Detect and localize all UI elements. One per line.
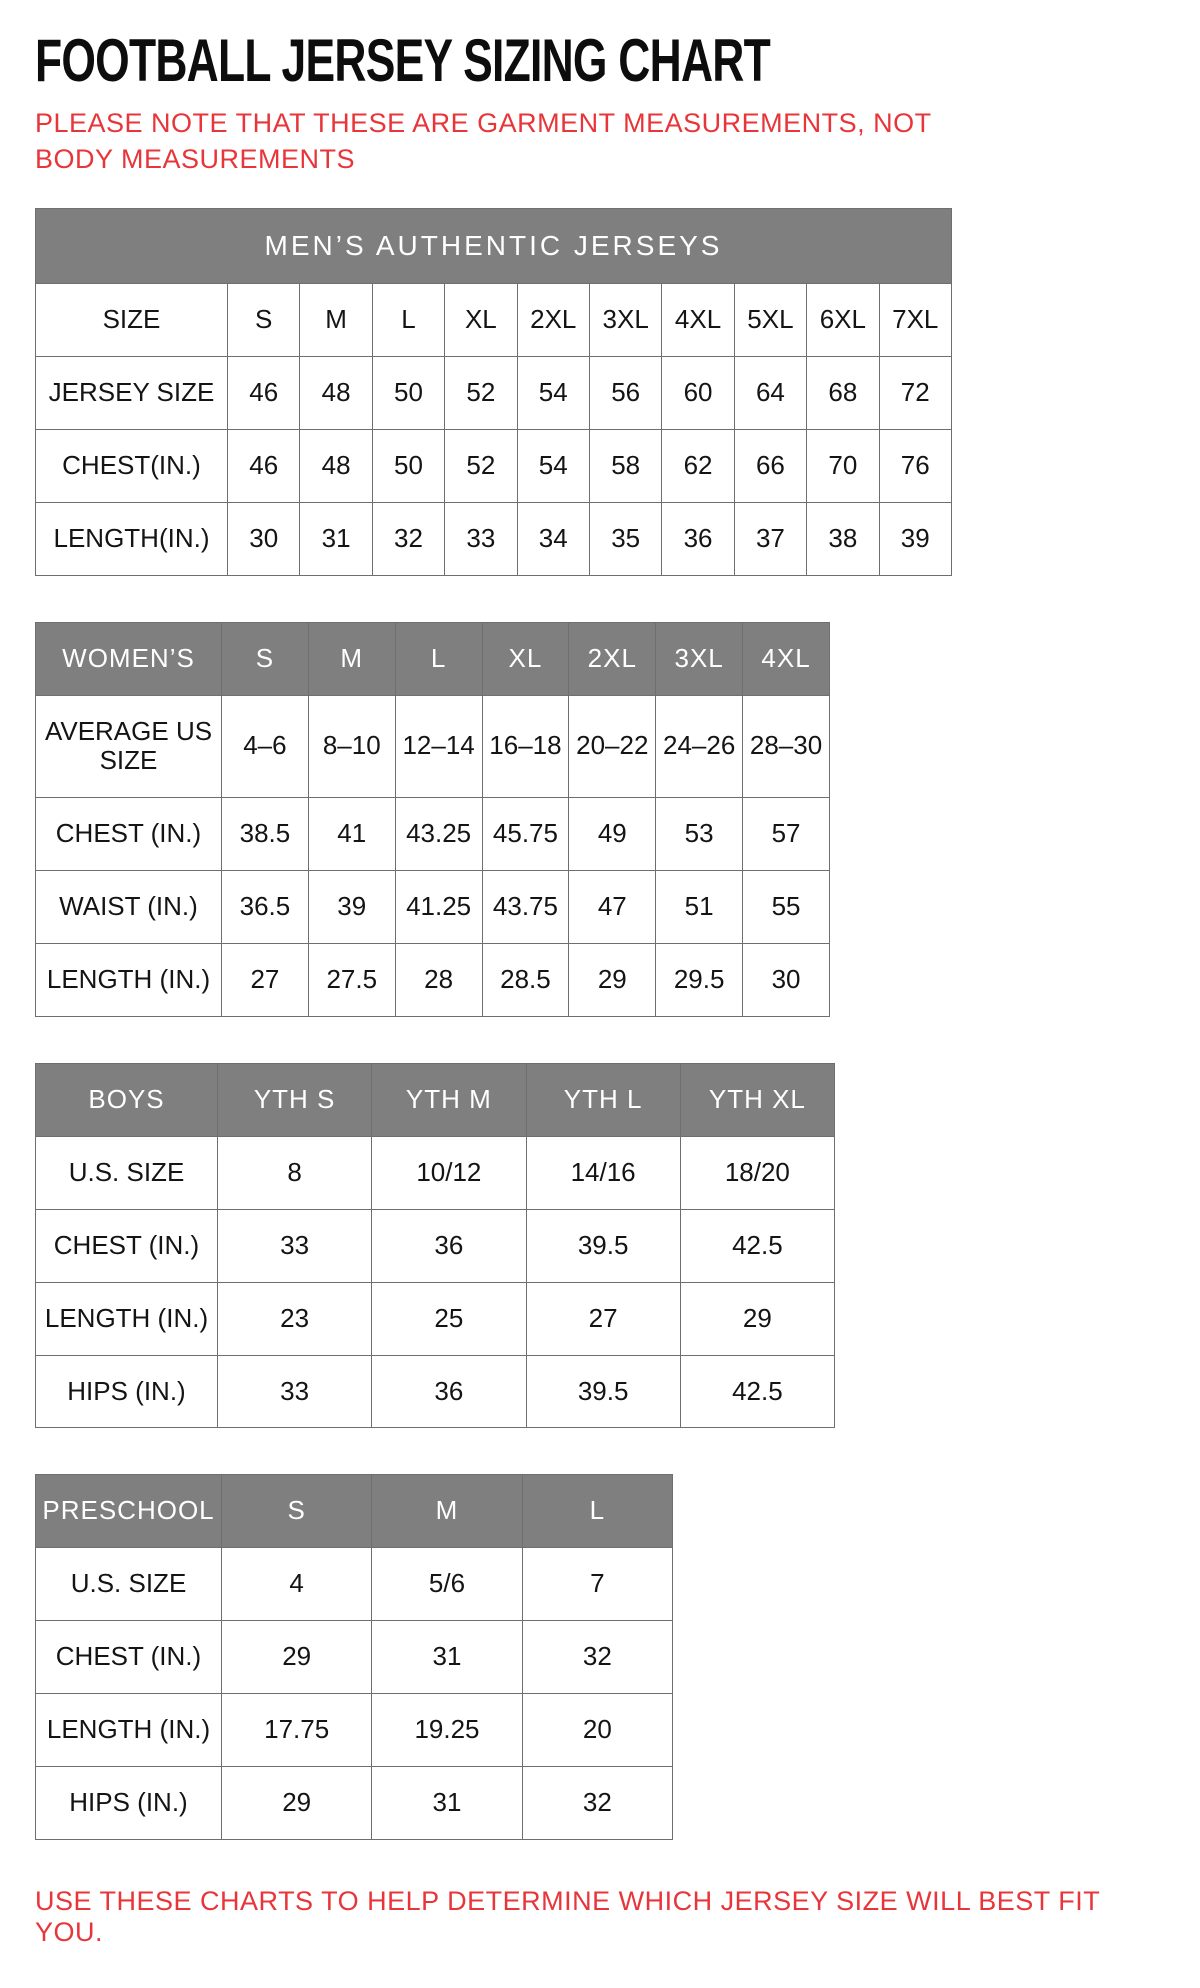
table-row — [36, 356, 952, 429]
womens-value-cell: 24–26 — [656, 695, 743, 798]
mens-value-cell: 76 — [879, 429, 951, 502]
mens-value-cell: 50 — [372, 429, 444, 502]
womens-row-label: CHEST (IN.) — [36, 798, 222, 871]
boys-value-cell: 33 — [218, 1355, 372, 1428]
table-row — [36, 1766, 673, 1839]
preschool-value-cell: 19.25 — [372, 1694, 522, 1767]
preschool-value-cell: 29 — [222, 1621, 372, 1694]
mens-value-cell: 36 — [662, 502, 734, 575]
mens-value-cell: 72 — [879, 356, 951, 429]
boys-header-label: BOYS — [36, 1063, 218, 1136]
womens-value-cell: 43.25 — [395, 798, 482, 871]
boys-size-header-cell: YTH XL — [680, 1063, 834, 1136]
womens-size-header-cell: XL — [482, 622, 569, 695]
womens-value-cell: 41 — [308, 798, 395, 871]
mens-value-cell: 5XL — [734, 284, 806, 357]
preschool-row-label: CHEST (IN.) — [36, 1621, 222, 1694]
preschool-value-cell: 32 — [522, 1766, 672, 1839]
preschool-sizing-table — [35, 1474, 673, 1839]
mens-value-cell: 32 — [372, 502, 444, 575]
womens-sizing-table — [35, 622, 830, 1017]
table-row — [36, 1209, 835, 1282]
table-header-row — [36, 1063, 835, 1136]
mens-row-label: JERSEY SIZE — [36, 356, 228, 429]
womens-value-cell: 51 — [656, 871, 743, 944]
womens-value-cell: 55 — [743, 871, 830, 944]
mens-value-cell: L — [372, 284, 444, 357]
boys-value-cell: 33 — [218, 1209, 372, 1282]
boys-value-cell: 36 — [372, 1355, 526, 1428]
womens-value-cell: 49 — [569, 798, 656, 871]
boys-value-cell: 25 — [372, 1282, 526, 1355]
table-row — [36, 1621, 673, 1694]
womens-size-header-cell: M — [308, 622, 395, 695]
womens-value-cell: 29 — [569, 944, 656, 1017]
mens-value-cell: 48 — [300, 429, 372, 502]
page-title: FOOTBALL JERSEY SIZING CHART — [35, 27, 770, 94]
mens-value-cell: XL — [445, 284, 517, 357]
boys-value-cell: 29 — [680, 1282, 834, 1355]
womens-value-cell: 45.75 — [482, 798, 569, 871]
mens-value-cell: 50 — [372, 356, 444, 429]
womens-value-cell: 28–30 — [743, 695, 830, 798]
womens-value-cell: 12–14 — [395, 695, 482, 798]
mens-value-cell: 52 — [445, 356, 517, 429]
preschool-size-header-cell: L — [522, 1475, 672, 1548]
womens-value-cell: 4–6 — [222, 695, 309, 798]
womens-value-cell: 41.25 — [395, 871, 482, 944]
womens-size-header-cell: 3XL — [656, 622, 743, 695]
womens-value-cell: 53 — [656, 798, 743, 871]
boys-value-cell: 27 — [526, 1282, 680, 1355]
womens-value-cell: 8–10 — [308, 695, 395, 798]
boys-size-header-cell: YTH L — [526, 1063, 680, 1136]
boys-value-cell: 39.5 — [526, 1355, 680, 1428]
preschool-value-cell: 31 — [372, 1621, 522, 1694]
boys-value-cell: 42.5 — [680, 1209, 834, 1282]
womens-value-cell: 43.75 — [482, 871, 569, 944]
mens-authentic-jerseys-table — [35, 208, 952, 576]
boys-row-label: CHEST (IN.) — [36, 1209, 218, 1282]
mens-row-label: LENGTH(IN.) — [36, 502, 228, 575]
womens-value-cell: 38.5 — [222, 798, 309, 871]
preschool-size-header-cell: M — [372, 1475, 522, 1548]
table-row — [36, 1282, 835, 1355]
preschool-row-label: U.S. SIZE — [36, 1548, 222, 1621]
womens-size-header-cell: S — [222, 622, 309, 695]
table-row — [36, 1355, 835, 1428]
mens-value-cell: 38 — [807, 502, 879, 575]
womens-value-cell: 57 — [743, 798, 830, 871]
womens-value-cell: 30 — [743, 944, 830, 1017]
mens-value-cell: 54 — [517, 356, 589, 429]
womens-size-header-cell: L — [395, 622, 482, 695]
mens-value-cell: 31 — [300, 502, 372, 575]
garment-measurements-note: PLEASE NOTE THAT THESE ARE GARMENT MEASUREMENTS, NOT BODY MEASUREMENTS — [35, 108, 932, 175]
mens-value-cell: 2XL — [517, 284, 589, 357]
mens-value-cell: M — [300, 284, 372, 357]
mens-title-bar: MEN’S AUTHENTIC JERSEYS — [36, 208, 952, 283]
table-header-row — [36, 622, 830, 695]
table-row — [36, 798, 830, 871]
mens-value-cell: 70 — [807, 429, 879, 502]
boys-value-cell: 42.5 — [680, 1355, 834, 1428]
womens-size-header-cell: 2XL — [569, 622, 656, 695]
table-row — [36, 429, 952, 502]
womens-row-label: LENGTH (IN.) — [36, 944, 222, 1017]
preschool-header-label: PRESCHOOL — [36, 1475, 222, 1548]
mens-value-cell: 56 — [589, 356, 661, 429]
mens-value-cell: 58 — [589, 429, 661, 502]
mens-value-cell: 64 — [734, 356, 806, 429]
mens-value-cell: 68 — [807, 356, 879, 429]
mens-value-cell: 66 — [734, 429, 806, 502]
boys-value-cell: 14/16 — [526, 1136, 680, 1209]
table-row — [36, 502, 952, 575]
boys-row-label: HIPS (IN.) — [36, 1355, 218, 1428]
boys-value-cell: 36 — [372, 1209, 526, 1282]
boys-value-cell: 10/12 — [372, 1136, 526, 1209]
mens-row-label: CHEST(IN.) — [36, 429, 228, 502]
boys-value-cell: 18/20 — [680, 1136, 834, 1209]
mens-value-cell: 33 — [445, 502, 517, 575]
preschool-value-cell: 20 — [522, 1694, 672, 1767]
mens-value-cell: 7XL — [879, 284, 951, 357]
boys-value-cell: 23 — [218, 1282, 372, 1355]
boys-row-label: LENGTH (IN.) — [36, 1282, 218, 1355]
table-header-row — [36, 1475, 673, 1548]
womens-size-header-cell: 4XL — [743, 622, 830, 695]
womens-header-label: WOMEN’S — [36, 622, 222, 695]
preschool-row-label: HIPS (IN.) — [36, 1766, 222, 1839]
mens-value-cell: 52 — [445, 429, 517, 502]
mens-value-cell: 35 — [589, 502, 661, 575]
boys-value-cell: 39.5 — [526, 1209, 680, 1282]
mens-value-cell: 46 — [228, 356, 300, 429]
mens-value-cell: 39 — [879, 502, 951, 575]
table-row — [36, 944, 830, 1017]
fit-advice-note: USE THESE CHARTS TO HELP DETERMINE WHICH JERSEY SIZE WILL BEST FIT YOU. — [35, 1885, 1100, 1947]
mens-value-cell: 4XL — [662, 284, 734, 357]
womens-value-cell: 28 — [395, 944, 482, 1017]
womens-value-cell: 27 — [222, 944, 309, 1017]
preschool-value-cell: 7 — [522, 1548, 672, 1621]
womens-value-cell: 28.5 — [482, 944, 569, 1017]
sizing-chart-page — [35, 26, 1165, 1948]
table-row — [36, 284, 952, 357]
table-title-row — [36, 208, 952, 283]
preschool-value-cell: 32 — [522, 1621, 672, 1694]
mens-value-cell: 54 — [517, 429, 589, 502]
womens-value-cell: 47 — [569, 871, 656, 944]
table-row — [36, 1694, 673, 1767]
preschool-row-label: LENGTH (IN.) — [36, 1694, 222, 1767]
mens-value-cell: 62 — [662, 429, 734, 502]
table-row — [36, 1548, 673, 1621]
womens-value-cell: 39 — [308, 871, 395, 944]
boys-size-header-cell: YTH S — [218, 1063, 372, 1136]
preschool-value-cell: 4 — [222, 1548, 372, 1621]
preschool-value-cell: 31 — [372, 1766, 522, 1839]
womens-row-label: WAIST (IN.) — [36, 871, 222, 944]
table-row — [36, 695, 830, 798]
boys-value-cell: 8 — [218, 1136, 372, 1209]
mens-value-cell: 30 — [228, 502, 300, 575]
mens-value-cell: 34 — [517, 502, 589, 575]
womens-value-cell: 27.5 — [308, 944, 395, 1017]
mens-value-cell: 3XL — [589, 284, 661, 357]
mens-value-cell: 60 — [662, 356, 734, 429]
womens-value-cell: 29.5 — [656, 944, 743, 1017]
womens-row-label: AVERAGE US SIZE — [36, 695, 222, 798]
preschool-value-cell: 29 — [222, 1766, 372, 1839]
page-title-row — [35, 26, 1165, 95]
mens-value-cell: S — [228, 284, 300, 357]
mens-row-label: SIZE — [36, 284, 228, 357]
preschool-value-cell: 17.75 — [222, 1694, 372, 1767]
table-row — [36, 1136, 835, 1209]
womens-value-cell: 16–18 — [482, 695, 569, 798]
mens-value-cell: 46 — [228, 429, 300, 502]
mens-value-cell: 48 — [300, 356, 372, 429]
table-row — [36, 871, 830, 944]
boys-size-header-cell: YTH M — [372, 1063, 526, 1136]
preschool-value-cell: 5/6 — [372, 1548, 522, 1621]
womens-value-cell: 36.5 — [222, 871, 309, 944]
preschool-size-header-cell: S — [222, 1475, 372, 1548]
boys-sizing-table — [35, 1063, 835, 1428]
boys-row-label: U.S. SIZE — [36, 1136, 218, 1209]
womens-value-cell: 20–22 — [569, 695, 656, 798]
mens-value-cell: 37 — [734, 502, 806, 575]
mens-value-cell: 6XL — [807, 284, 879, 357]
